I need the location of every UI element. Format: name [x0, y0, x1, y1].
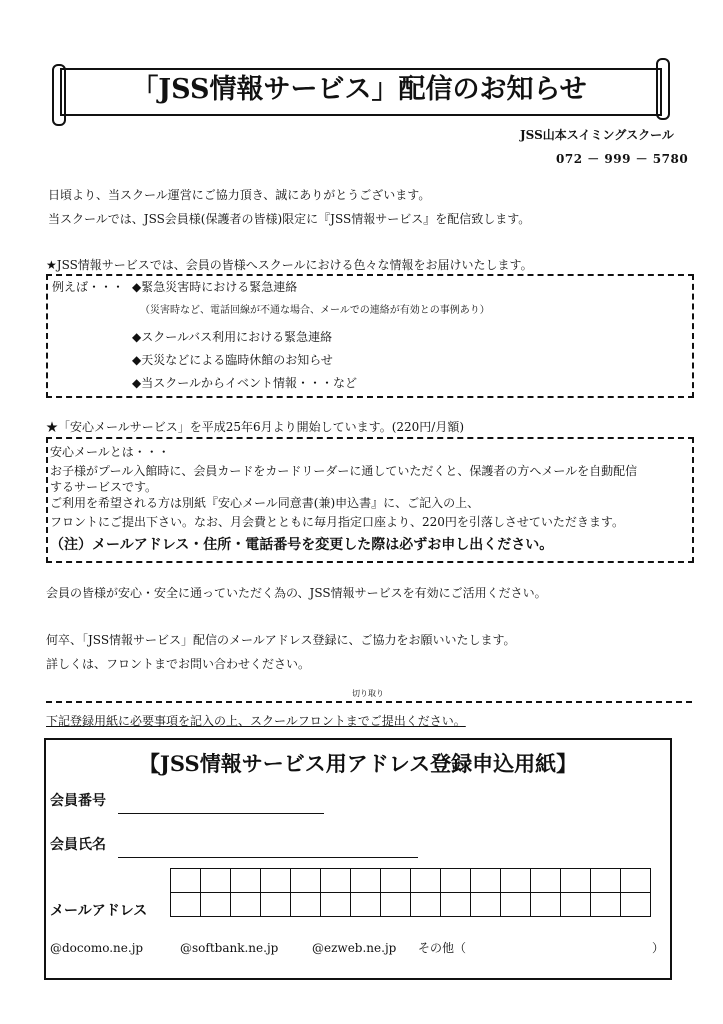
example-item-3: ◆天災などによる臨時休館のお知らせ: [132, 353, 333, 367]
sender-phone: 072 － 999 － 5780: [556, 152, 689, 166]
closing-line-1: 会員の皆様が安心・安全に通っていただく為の、JSS情報サービスを有効にご活用ください。: [46, 586, 547, 600]
member-number-field[interactable]: [118, 813, 324, 814]
example-item-note: （災害時など、電話回線が不通な場合、メールでの連絡が有効との事例あり）: [140, 305, 490, 316]
section1-heading: ★JSS情報サービスでは、会員の皆様へスクールにおける色々な情報をお届けいたします。: [46, 258, 533, 272]
scroll-curl-right: [656, 58, 670, 120]
member-name-label: 会員氏名: [50, 837, 106, 853]
member-name-field[interactable]: [118, 857, 418, 858]
example-item-1: ◆緊急災害時における緊急連絡: [132, 280, 298, 294]
anshin-line-4: ご利用を希望される方は別紙『安心メール同意書(兼)申込書』に、ご記入の上、: [50, 496, 480, 510]
closing-line-2: 何卒、「JSS情報サービス」配信のメールアドレス登録に、ご協力をお願いいたします。: [46, 633, 516, 647]
email-input-grid[interactable]: [170, 868, 651, 917]
domain-docomo: @docomo.ne.jp: [50, 941, 144, 955]
domain-other-open: その他（: [418, 941, 467, 955]
intro-line-2: 当スクールでは、JSS会員様(保護者の皆様)限定に『JSS情報サービス』を配信致します。: [48, 212, 531, 226]
page-title: 「JSS情報サービス」配信のお知らせ: [131, 74, 587, 105]
email-label: メールアドレス: [50, 903, 148, 919]
example-item-2: ◆スクールバス利用における緊急連絡: [132, 330, 333, 344]
sender-name: JSS山本スイミングスクール: [520, 128, 674, 142]
title-banner: [52, 58, 670, 120]
anshin-line-3: するサービスです。: [50, 480, 158, 494]
domain-ezweb: @ezweb.ne.jp: [312, 941, 397, 955]
domain-other-close: ）: [652, 941, 665, 955]
anshin-note: （注）メールアドレス・住所・電話番号を変更した際は必ずお申し出ください。: [50, 537, 554, 553]
closing-line-3: 詳しくは、フロントまでお問い合わせください。: [46, 657, 311, 671]
example-item-4: ◆当スクールからイベント情報・・・など: [132, 376, 357, 390]
intro-line-1: 日頃より、当スクール運営にご協力頂き、誠にありがとうございます。: [48, 188, 431, 202]
cut-label: 切り取り: [352, 689, 384, 698]
form-instruction: 下記登録用紙に必要事項を記入の上、スクールフロントまでご提出ください。: [46, 714, 466, 728]
section2-heading: ★「安心メールサービス」を平成25年6月より開始しています。(220円/月額): [46, 420, 465, 434]
domain-softbank: @softbank.ne.jp: [180, 941, 279, 955]
cut-line: [46, 701, 692, 703]
anshin-line-2: お子様がプール入館時に、会員カードをカードリーダーに通していただくと、保護者の方へメールを自動配信: [50, 464, 638, 478]
examples-label: 例えば・・・: [52, 280, 125, 294]
anshin-line-1: 安心メールとは・・・: [50, 445, 170, 459]
form-title: 【JSS情報サービス用アドレス登録申込用紙】: [138, 751, 578, 776]
email-grid-row: [171, 869, 651, 893]
member-number-label: 会員番号: [50, 793, 106, 809]
email-grid-row: [171, 893, 651, 917]
anshin-line-5: フロントにご提出下さい。なお、月会費とともに毎月指定口座より、220円を引落しさせていただきます。: [50, 515, 624, 529]
